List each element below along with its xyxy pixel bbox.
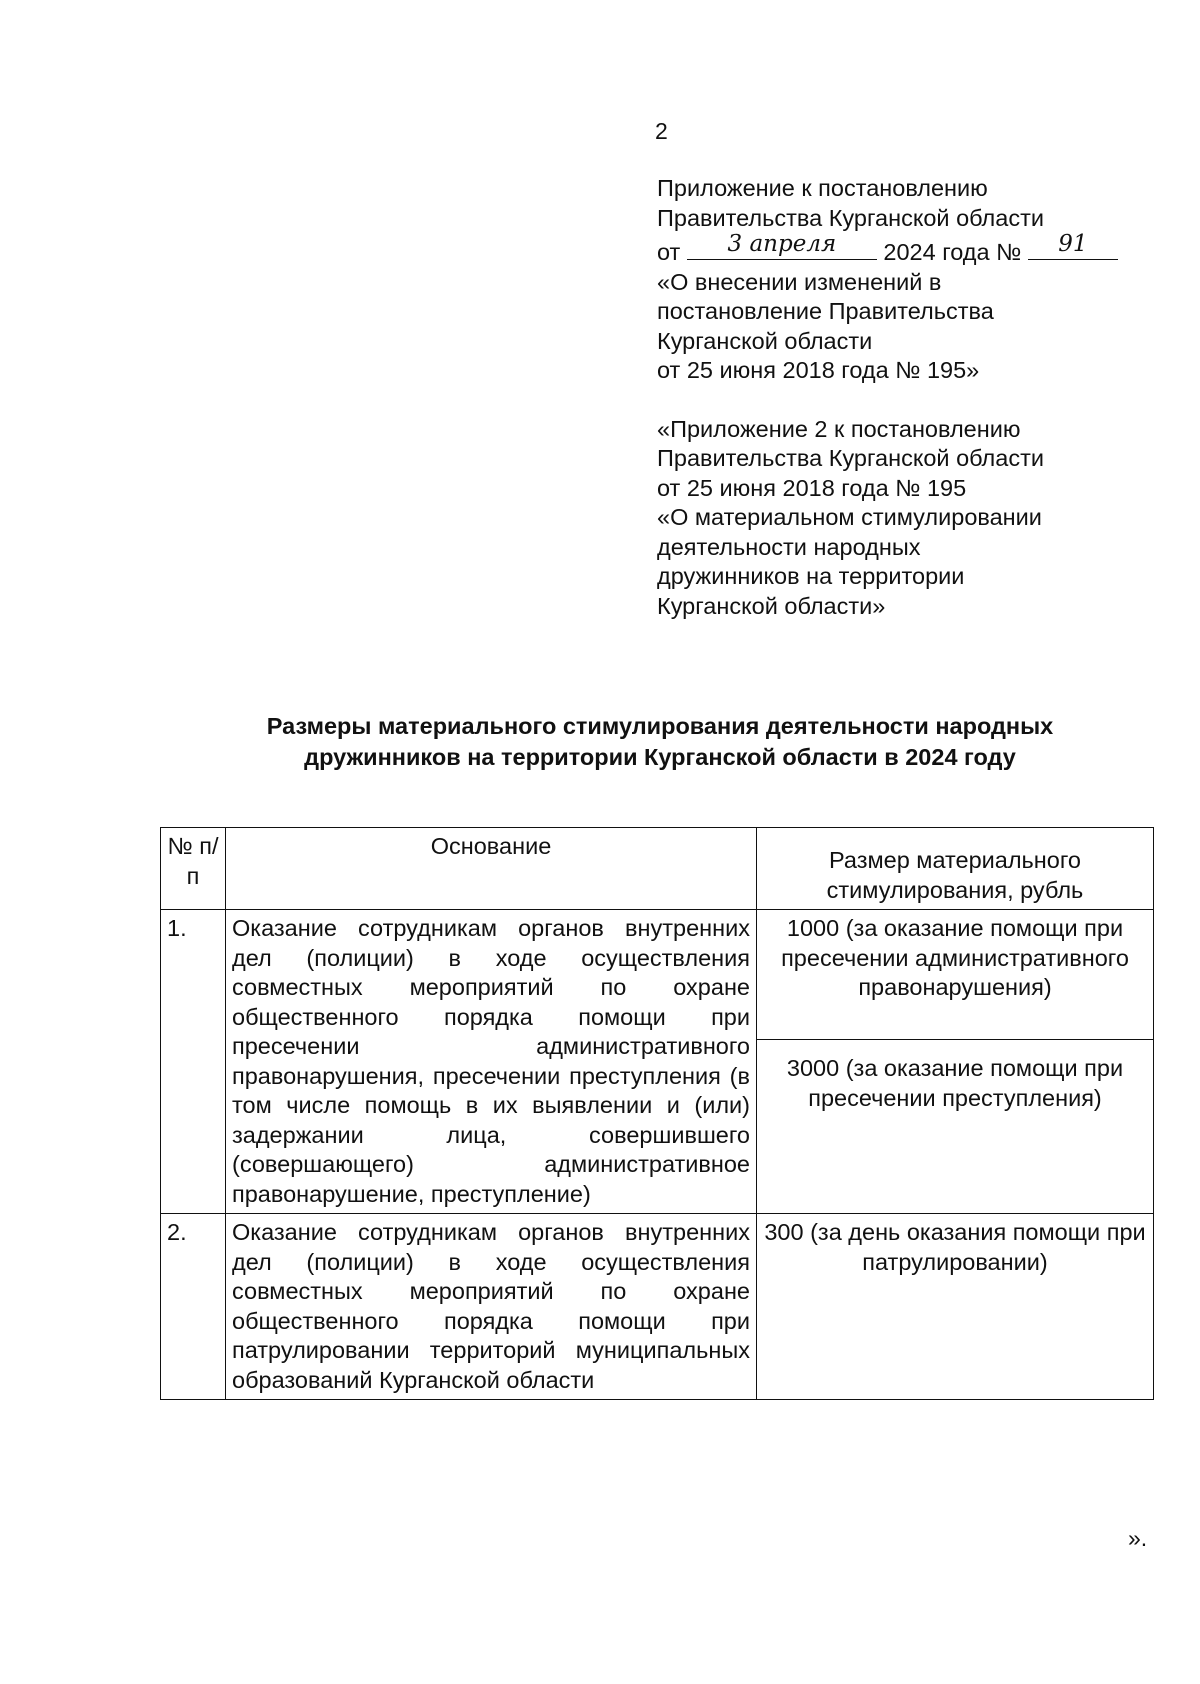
date-blank <box>687 233 877 260</box>
header-num: № п/п <box>161 828 226 910</box>
appendix-line: «Приложение 2 к постановлению <box>657 415 1021 442</box>
handwritten-date: 3 апреля <box>727 231 837 257</box>
appendix-line: от 25 июня 2018 года № 195» <box>657 357 980 383</box>
page-number: 2 <box>655 118 668 144</box>
date-prefix: от <box>657 239 681 265</box>
appendix-line: от 25 июня 2018 года № 195 <box>657 474 967 501</box>
row-num: 1. <box>161 910 226 1214</box>
header-basis: Основание <box>226 828 757 910</box>
appendix-line: Курганской области <box>657 327 873 354</box>
number-blank <box>1028 233 1118 260</box>
appendix-block <box>657 174 1118 621</box>
appendix-line: Правительства Курганской области <box>657 445 1044 471</box>
row-num: 2. <box>161 1214 226 1400</box>
header-amount: Размер материального стимулирования, рубль <box>757 828 1154 910</box>
title-line: Размеры материального стимулирования деятельности народных <box>266 713 1054 739</box>
appendix-line: Правительства Курганской области <box>657 204 1044 231</box>
appendix-date-line <box>657 233 1118 268</box>
row-amount: 1000 (за оказание помощи при пресечении административного правонарушения) <box>757 910 1154 1040</box>
table-header-row <box>161 828 1154 910</box>
table-row <box>161 910 1154 1040</box>
row-amount: 300 (за день оказания помощи при патрулировании) <box>757 1214 1154 1400</box>
appendix-line: постановление Правительства <box>657 298 994 324</box>
row-basis: Оказание сотрудникам органов внутренних дел (полиции) в ходе осуществления совместных мероприятий по охране общественного порядка помощи при пресечении административного правонарушения, пресечении преступления (в том числе помощь в их выявлении и (или) задержании лица, совершившего (совершающего) административное правонарушение, преступление) <box>226 910 757 1214</box>
title-line: дружинников на территории Курганской области в 2024 году <box>304 744 1016 770</box>
appendix-line: «О материальном стимулировании <box>657 504 1042 530</box>
year-text: 2024 года № <box>883 239 1022 265</box>
document-title <box>150 711 1170 773</box>
appendix-line: деятельности народных <box>657 533 921 560</box>
appendix-line: Приложение к постановлению <box>657 175 988 201</box>
appendix-line: Курганской области» <box>657 592 886 619</box>
rates-table <box>160 827 1154 1400</box>
appendix-line: дружинников на территории <box>657 563 965 589</box>
row-amount: 3000 (за оказание помощи при пресечении преступления) <box>757 1040 1154 1214</box>
table-row <box>161 1214 1154 1400</box>
appendix-line: «О внесении изменений в <box>657 268 942 295</box>
handwritten-number: 91 <box>1058 231 1088 257</box>
row-basis: Оказание сотрудникам органов внутренних дел (полиции) в ходе осуществления совместных мероприятий по охране общественного порядка помощи при патрулировании территорий муниципальных образований Курганской области <box>226 1214 757 1400</box>
closing-quote: ». <box>1128 1525 1148 1551</box>
